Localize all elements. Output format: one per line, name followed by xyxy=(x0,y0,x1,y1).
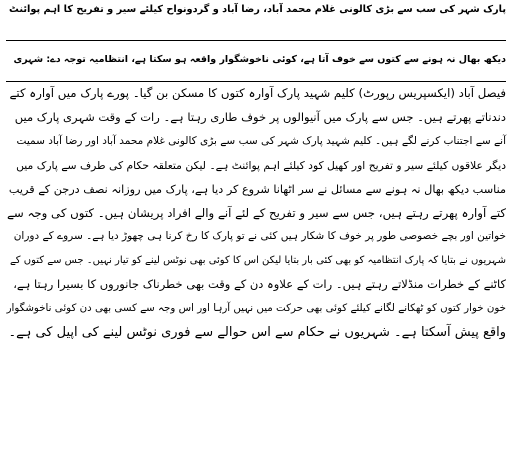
body-line-10: خون خوار کتوں کو ٹھکانے لگانے کیلئے کوئی بھی حرکت میں نہیں آرہا اور اس وجہ سے کسی بھی دن کوئی ناخوشگوار xyxy=(6,302,506,315)
subheadline-box xyxy=(6,40,506,82)
body-line-7: خواتین اور بچے خصوصی طور پر خوف کا شکار ہیں کئی نے تو پارک کا رخ کرنا ہی چھوڑ دیا ہے۔ سروے کے دوران xyxy=(13,230,506,243)
body-line-9: کاٹنے کے خطرات منڈلاتے رہتے ہیں۔ رات کے علاوہ دن کے وقت بھی خطرناک جانوروں کا بسیرا رہتا ہے، xyxy=(13,277,506,292)
article-body xyxy=(6,82,506,345)
headline-line-1: پارک شہر کی سب سے بڑی کالونی غلام محمد آباد، رضا آباد و گردونواح کیلئے سیر و تفریح کا اہم پوائنٹ xyxy=(9,4,506,15)
body-line-5: مناسب دیکھ بھال نہ ہونے سے مسائل نے سر اٹھانا شروع کر دیا ہے، پارک میں روزانہ نصف درجن کے قریب xyxy=(8,182,506,196)
body-line-4: دیگر علاقوں کیلئے سیر و تفریح اور کھیل کود کیلئے اہم پوائنٹ ہے۔ لیکن متعلقہ حکام کی طرف سے پارک میں xyxy=(16,158,506,172)
body-line-8: شہریوں نے بتایا کہ پارک انتظامیہ کو بھی کئی بار بتایا لیکن اس کا کوئی بھی نوٹس لینے کو تیار نہیں۔ جس سے کتوں کے xyxy=(9,255,506,267)
body-line-11: واقع پیش آسکتا ہے۔ شہریوں نے حکام سے اس حوالے سے فوری نوٹس لینے کی اپیل کی ہے۔ xyxy=(8,325,506,341)
body-line-1: فیصل آباد (ایکسپریس رپورٹ) کلیم شہید پارک آوارہ کتوں کا مسکن بن گیا۔ پورے پارک میں آوارہ کتے xyxy=(9,86,506,100)
subheadline-line: دیکھ بھال نہ ہونے سے کتوں سے خوف آتا ہے، کوئی ناخوشگوار واقعہ ہو سکتا ہے، انتظامیہ توجہ دے: شہری xyxy=(13,54,506,65)
headline xyxy=(6,0,506,40)
body-line-6: کتے آوارہ پھرتے رہتے ہیں، جس سے سیر و تفریح کے لئے آنے والے افراد پریشان ہیں۔ کتوں کی وجہ سے xyxy=(7,205,506,220)
body-line-2: دندناتے پھرتے ہیں۔ جس سے پارک میں آنیوالوں پر خوف طاری رہتا ہے۔ رات کے وقت شہری پارک میں xyxy=(14,109,506,124)
body-line-3: آنے سے اجتناب کرنے لگے ہیں۔ کلیم شہید پارک شہر کی سب سے بڑی کالونی غلام محمد آباد اور رضا آباد سمیت xyxy=(16,134,506,147)
